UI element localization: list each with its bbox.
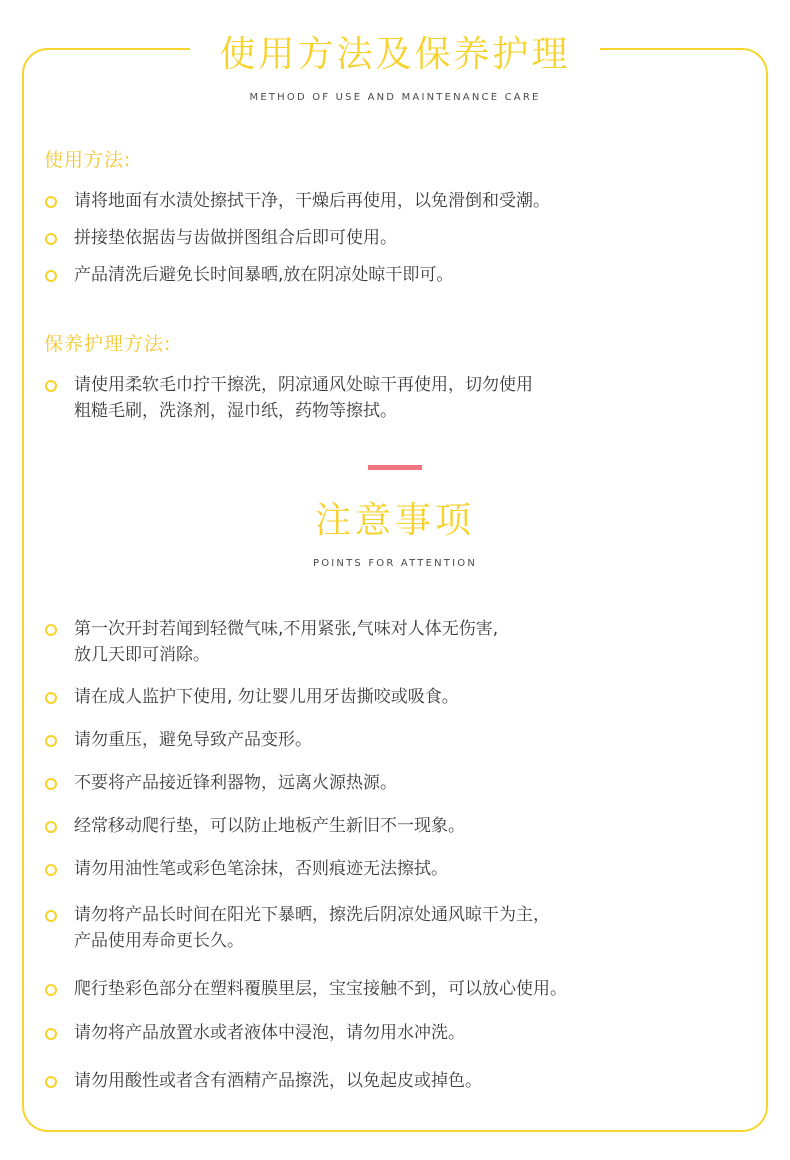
attention-item: [44, 902, 744, 954]
circle-bullet-icon: [45, 380, 57, 392]
attention-item: [44, 770, 744, 796]
care-section-title: 保养护理方法:: [44, 333, 172, 355]
attention-item-text: 请勿用油性笔或彩色笔涂抹，否则痕迹无法擦拭。: [74, 859, 448, 879]
attention-item-text: 请勿将产品放置水或者液体中浸泡，请勿用水冲洗。: [74, 1023, 465, 1043]
page-subtitle: METHOD OF USE AND MAINTENANCE CARE: [249, 92, 541, 103]
attention-item: [44, 1020, 744, 1046]
attention-item-text: 请勿用酸性或者含有酒精产品擦洗，以免起皮或掉色。: [74, 1071, 482, 1091]
attention-item-text: 请勿将产品长时间在阳光下暴晒，擦洗后阴凉处通风晾干为主， 产品使用寿命更长久。: [74, 905, 550, 951]
circle-bullet-icon: [45, 692, 57, 704]
circle-bullet-icon: [45, 624, 57, 636]
circle-bullet-icon: [45, 910, 57, 922]
attention-item: [44, 813, 744, 839]
circle-bullet-icon: [45, 778, 57, 790]
attention-item: [44, 856, 744, 882]
usage-item-text: 拼接垫依据齿与齿做拼图组合后即可使用。: [74, 228, 397, 248]
usage-section-title: 使用方法:: [44, 149, 132, 171]
circle-bullet-icon: [45, 270, 57, 282]
attention-item-text: 请在成人监护下使用, 勿让婴儿用牙齿撕咬或吸食。: [74, 687, 459, 707]
usage-item: [44, 188, 744, 214]
section-divider: [368, 465, 422, 470]
usage-item-text: 请将地面有水渍处擦拭干净，干燥后再使用，以免滑倒和受潮。: [74, 191, 550, 211]
attention-item-text: 第一次开封若闻到轻微气味,不用紧张,气味对人体无伤害, 放几天即可消除。: [74, 619, 499, 665]
attention-title: 注意事项: [314, 500, 475, 541]
attention-item-text: 爬行垫彩色部分在塑料覆膜里层，宝宝接触不到，可以放心使用。: [74, 979, 567, 999]
usage-item-text: 产品清洗后避免长时间暴晒,放在阴凉处晾干即可。: [74, 265, 454, 285]
circle-bullet-icon: [45, 735, 57, 747]
circle-bullet-icon: [45, 821, 57, 833]
attention-item: [44, 1068, 744, 1094]
attention-subtitle: POINTS FOR ATTENTION: [312, 558, 478, 569]
circle-bullet-icon: [45, 864, 57, 876]
attention-item: [44, 976, 744, 1002]
usage-item: [44, 262, 744, 288]
care-item-text: 请使用柔软毛巾拧干擦洗，阴凉通风处晾干再使用，切勿使用 粗糙毛刷，洗涤剂，湿巾纸，药物等擦拭。: [74, 375, 533, 421]
circle-bullet-icon: [45, 1076, 57, 1088]
attention-item-text: 不要将产品接近锋利器物，远离火源热源。: [74, 773, 397, 793]
attention-item-text: 经常移动爬行垫，可以防止地板产生新旧不一现象。: [74, 816, 465, 836]
attention-item-text: 请勿重压，避免导致产品变形。: [74, 730, 312, 750]
attention-item: [44, 727, 744, 753]
circle-bullet-icon: [45, 984, 57, 996]
circle-bullet-icon: [45, 233, 57, 245]
usage-item: [44, 225, 744, 251]
care-item: [44, 372, 744, 424]
circle-bullet-icon: [45, 196, 57, 208]
page-title: 使用方法及保养护理: [219, 34, 571, 75]
attention-item: [44, 684, 744, 710]
attention-item: [44, 616, 744, 668]
circle-bullet-icon: [45, 1028, 57, 1040]
